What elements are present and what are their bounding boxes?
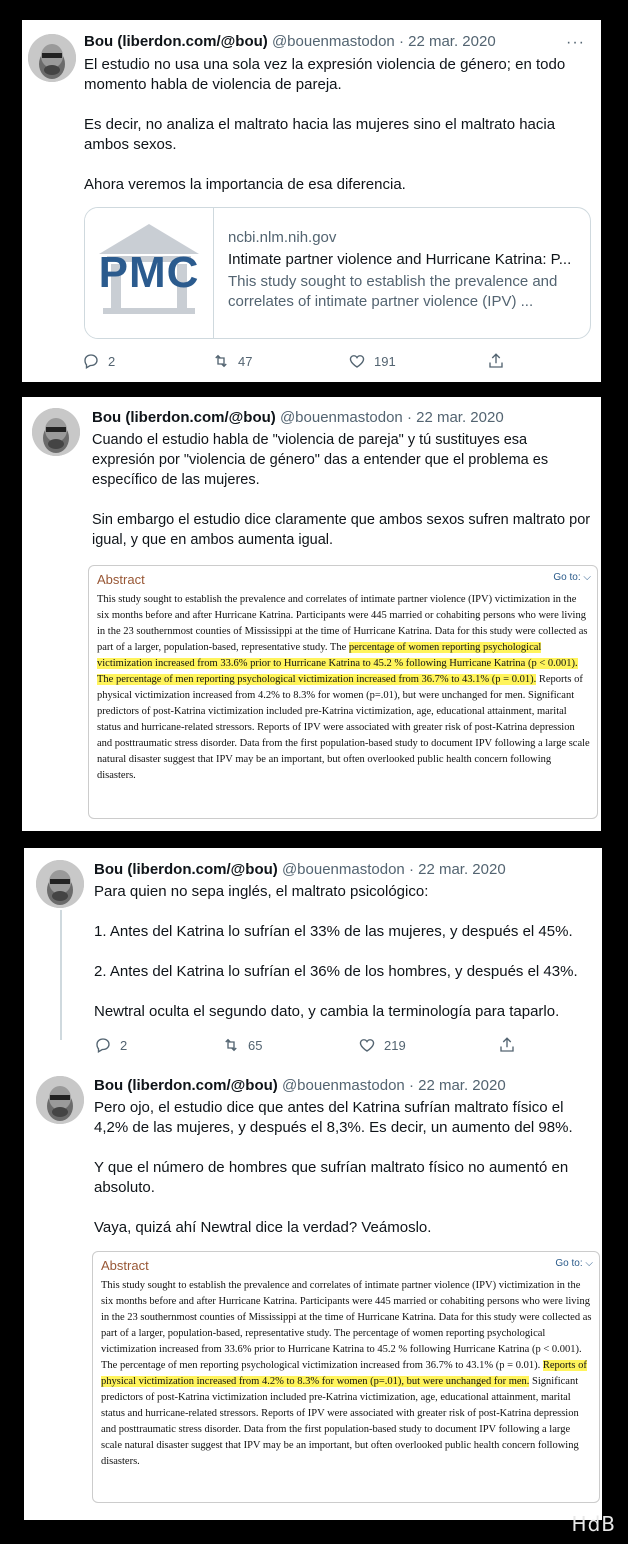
share-button[interactable] — [498, 1036, 516, 1054]
watermark-logo: HdB — [571, 1512, 616, 1536]
abstract-heading: Abstract — [97, 572, 145, 587]
tweet-card-1 — [22, 20, 601, 382]
tweet-date[interactable]: 22 mar. 2020 — [418, 1077, 506, 1094]
author-name[interactable]: Bou (liberdon.com/@bou) — [92, 409, 276, 426]
heart-icon — [348, 352, 366, 370]
tweet-header — [92, 409, 504, 426]
author-name[interactable]: Bou (liberdon.com/@bou) — [94, 1077, 278, 1094]
tweet-date[interactable]: 22 mar. 2020 — [418, 861, 506, 878]
abstract-seg5: Significant predictors of post-Katrina victimization included pre-Katrina victimization, age, educational attainment, marital status and hurricane-related stressors. Reports of IPV were associated with greater risk of post-Katrina depression and posttraumatic stress disorder. Data from the first population-based study to document IPV following a large scale natural disaster suggest that IPV may be an important, but often overlooked public health concern following disasters. — [97, 690, 590, 781]
tweet-text: Cuando el estudio habla de "violencia de pareja" y tú sustituyes esa expresión por "violencia de género" das a entender que el problema es específico de las mujeres. Sin embargo el estudio dice claramente que ambos sexos sufren maltrato por igual, y que en ambos aumenta igual. — [92, 432, 591, 548]
share-button[interactable] — [487, 352, 505, 370]
reply-count: 2 — [120, 1037, 128, 1053]
abstract-image — [92, 1251, 600, 1503]
retweet-icon — [212, 352, 230, 370]
thread-line — [60, 910, 62, 1040]
separator: · — [398, 33, 404, 50]
tweet-card-3 — [24, 848, 602, 1520]
avatar[interactable] — [36, 1076, 84, 1124]
abstract-seg1: This study sought to establish the prevalence and correlates of intimate partner violence (IPV) victimization in the six months before and after Hurricane Katrina. Participants were 445 married or cohabiting persons who were living in the 23 southernmost counties of Mississippi at the time of Hurricane Katrina. Data for this study were collected as part of a larger, population-based, representative study. The — [97, 594, 588, 653]
reply-button[interactable] — [82, 352, 115, 370]
chevron-down-icon: ⌵ — [585, 1258, 593, 1269]
abstract-seg1: This study sought to establish the prevalence and correlates of intimate partner violence (IPV) victimization in the six months before and after Hurricane Katrina. Participants were 445 married or cohabiting persons who were living in the 23 southernmost counties of Mississippi at the time of Hurricane Katrina. Data for this study were collected as part of a larger, population-based, representative study. The — [101, 1280, 592, 1339]
tweet-date[interactable]: 22 mar. 2020 — [416, 409, 504, 426]
more-options-icon[interactable]: ··· — [566, 34, 585, 51]
tweet-text: El estudio no usa una sola vez la expresión violencia de género; en todo momento habla de violencia de pareja. Es decir, no analiza el maltrato hacia las mujeres sino el maltrato hacia ambos sexos. Ahora veremos la importancia de esa diferencia. — [84, 56, 566, 193]
author-handle[interactable]: @bouenmastodon — [271, 33, 395, 50]
heart-icon — [358, 1036, 376, 1054]
avatar[interactable] — [36, 860, 84, 908]
like-button[interactable] — [348, 352, 396, 370]
retweet-icon — [222, 1036, 240, 1054]
pmc-logo-text: PMC — [98, 248, 200, 297]
highlight-psychological: percentage of women reporting psychological victimization increased from 33.6% prior to Hurricane Katrina to 45.2 % following Hurricane Katrina (p < 0.001). The percentage of men reporting psychological victimization increased from 36.7% to 43.1% (p = 0.01). — [97, 642, 578, 685]
separator: · — [406, 409, 412, 426]
retweet-count: 47 — [238, 353, 253, 369]
tweet-actions — [82, 352, 582, 372]
link-domain: ncbi.nlm.nih.gov — [228, 229, 337, 246]
like-count: 191 — [374, 353, 396, 369]
pmc-logo — [85, 208, 214, 338]
tweet-header — [84, 33, 496, 50]
tweet-header — [94, 861, 506, 878]
author-handle[interactable]: @bouenmastodon — [279, 409, 403, 426]
goto-link[interactable] — [555, 1258, 593, 1269]
tweet-card-2 — [22, 397, 601, 831]
link-title: Intimate partner violence and Hurricane Katrina: P... — [228, 251, 572, 268]
abstract-seg4: Reports of physical victimization increased from 4.2% to 8.3% for women (p=.01), but were unchanged for men. — [97, 674, 583, 701]
like-count: 219 — [384, 1037, 406, 1053]
separator: · — [408, 1077, 414, 1094]
share-icon — [487, 352, 505, 370]
author-name[interactable]: Bou (liberdon.com/@bou) — [84, 33, 268, 50]
goto-link[interactable] — [553, 572, 591, 583]
like-button[interactable] — [358, 1036, 406, 1054]
retweet-button[interactable] — [212, 352, 252, 370]
abstract-body — [97, 592, 591, 784]
abstract-heading: Abstract — [101, 1258, 149, 1273]
avatar[interactable] — [28, 34, 76, 82]
retweet-button[interactable] — [222, 1036, 262, 1054]
goto-label: Go to: — [555, 1258, 583, 1269]
link-preview-body — [228, 228, 578, 312]
author-handle[interactable]: @bouenmastodon — [281, 861, 405, 878]
tweet-header — [94, 1077, 506, 1094]
abstract-body — [101, 1278, 593, 1470]
tweet-date[interactable]: 22 mar. 2020 — [408, 33, 496, 50]
reply-count: 2 — [108, 353, 116, 369]
link-preview-card[interactable] — [84, 207, 591, 339]
tweet-text: Pero ojo, el estudio dice que antes del Katrina sufrían maltrato físico el 4,2% de las mujeres, y después el 8,3%. Es decir, un aumento del 98%. Y que el número de hombres que sufrían maltrato físico no aumentó en absoluto. Vaya, quizá ahí Newtral dice la verdad? Veámoslo. — [94, 1099, 573, 1236]
reply-icon — [94, 1036, 112, 1054]
share-icon — [498, 1036, 516, 1054]
tweet-actions — [94, 1036, 594, 1056]
abstract-seg5: Significant predictors of post-Katrina victimization included pre-Katrina victimization, age, educational attainment, marital status and hurricane-related stressors. Reports of IPV were associated with greater risk of post-Katrina depression and posttraumatic stress disorder. Data from the first population-based study to document IPV following a large scale natural disaster suggest that IPV may be an important, but often overlooked public health concern following disasters. — [101, 1376, 579, 1467]
abstract-image — [88, 565, 598, 819]
reply-button[interactable] — [94, 1036, 127, 1054]
author-name[interactable]: Bou (liberdon.com/@bou) — [94, 861, 278, 878]
abstract-seg2: percentage of women reporting psychological victimization increased from 33.6% prior to Hurricane Katrina to 45.2 % following Hurricane Katrina (p < 0.001). The percentage of men reporting psychological victimization increased from 36.7% to 43.1% (p = 0.01). — [101, 1328, 582, 1371]
author-handle[interactable]: @bouenmastodon — [281, 1077, 405, 1094]
highlight-physical: Reports of physical victimization increased from 4.2% to 8.3% for women (p=.01), but were unchanged for men. — [101, 1360, 587, 1387]
tweet-text: Para quien no sepa inglés, el maltrato psicológico: 1. Antes del Katrina lo sufrían el 33% de las mujeres, y después el 45%. 2. Antes del Katrina lo sufrían el 36% de los hombres, y después el 43%. Newtral oculta el segundo dato, y cambia la terminología para taparlo. — [94, 883, 578, 1020]
retweet-count: 65 — [248, 1037, 263, 1053]
goto-label: Go to: — [553, 572, 581, 583]
reply-icon — [82, 352, 100, 370]
link-description: This study sought to establish the prevalence and correlates of intimate partner violence (IPV) ... — [228, 273, 558, 310]
separator: · — [408, 861, 414, 878]
chevron-down-icon: ⌵ — [583, 572, 591, 583]
avatar[interactable] — [32, 408, 80, 456]
